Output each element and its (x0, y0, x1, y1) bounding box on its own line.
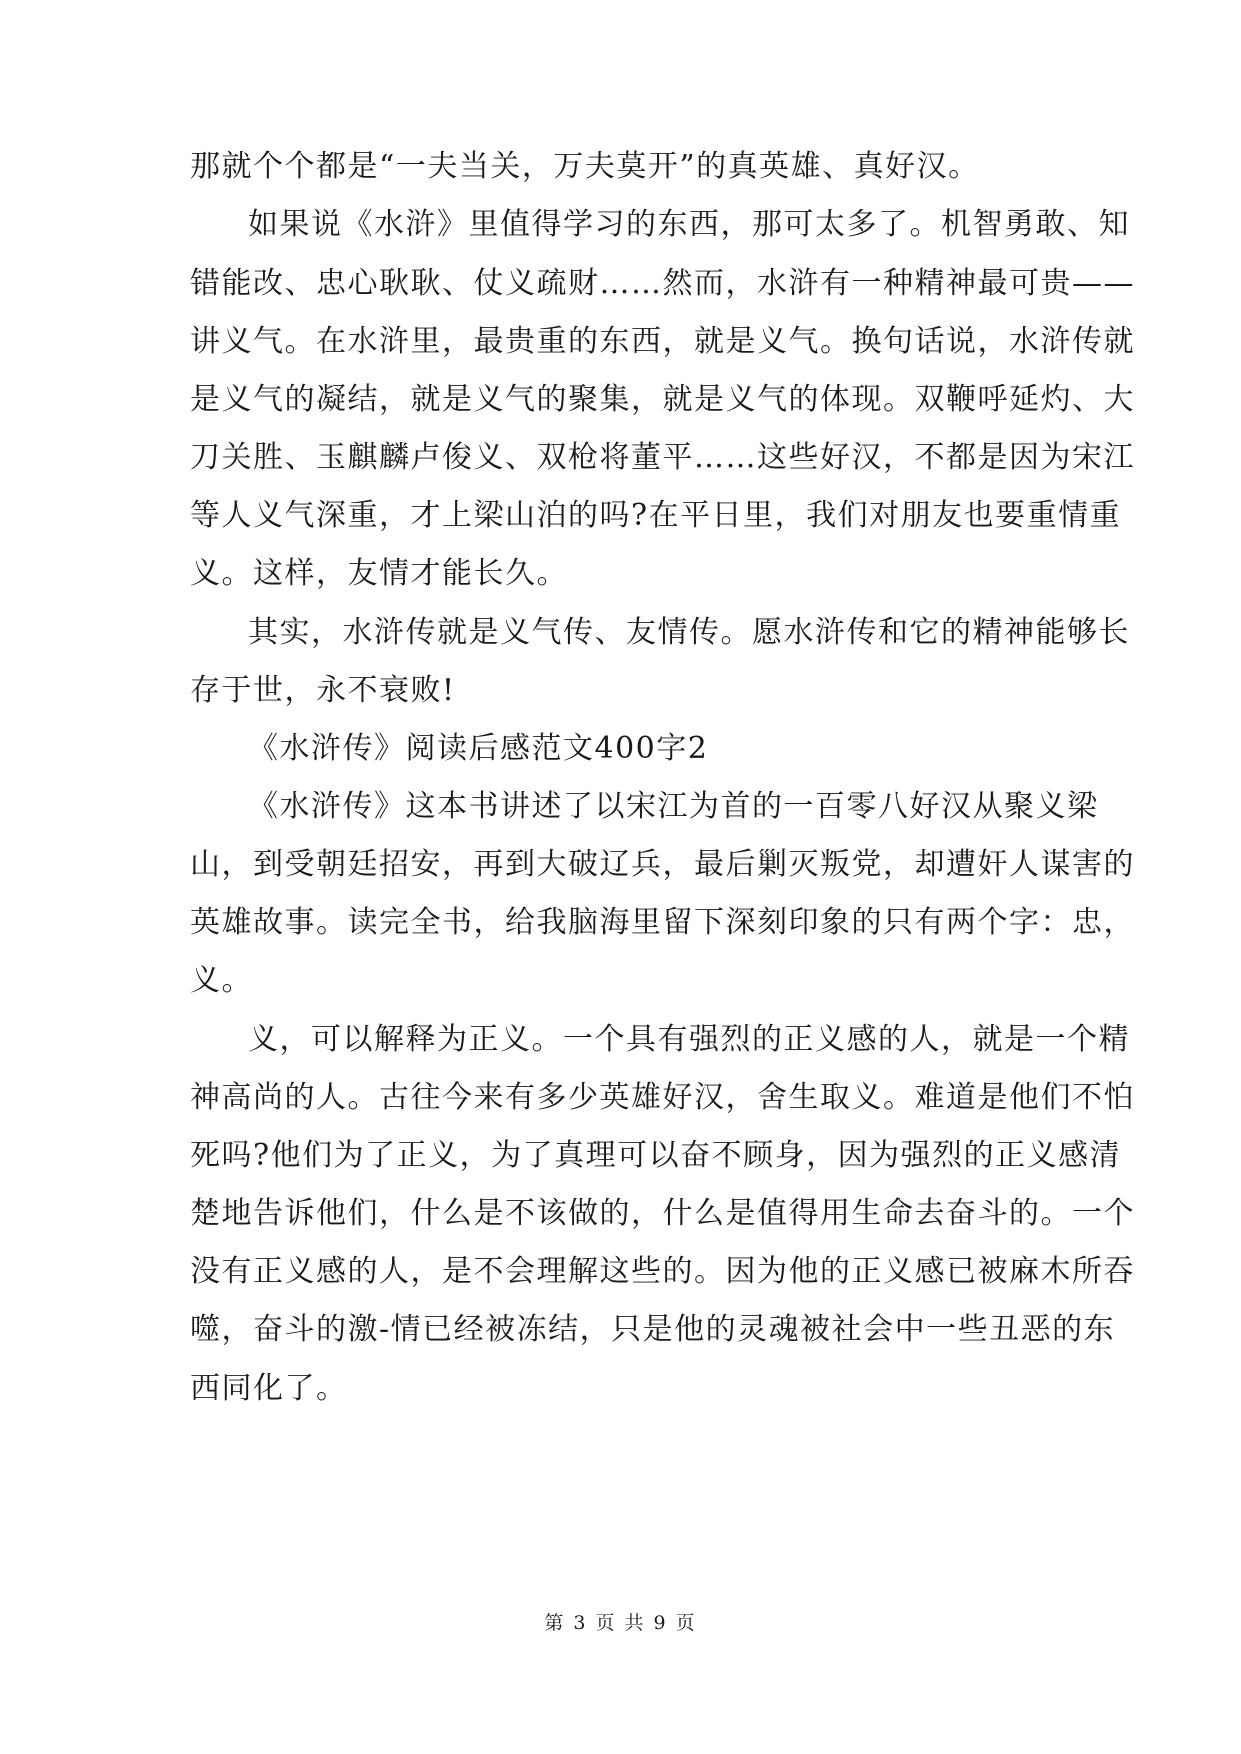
text-line: 西同化了。 (190, 1371, 348, 1406)
text-line: 刀关胜、玉麒麟卢俊义、双枪将董平……这些好汉，不都是因为宋江 (190, 440, 1135, 475)
paragraph-first-line: 义，可以解释为正义。一个具有强烈的正义感的人，就是一个精 (248, 1022, 1130, 1057)
paragraph-first-line: 《水浒传》这本书讲述了以宋江为首的一百零八好汉从聚义梁 (248, 789, 1099, 824)
text-line: 是义气的凝结，就是义气的聚集，就是义气的体现。双鞭呼延灼、大 (190, 382, 1135, 417)
text-line: 楚地告诉他们，什么是不该做的，什么是值得用生命去奋斗的。一个 (190, 1196, 1135, 1231)
text-line: 神高尚的人。古往今来有多少英雄好汉，舍生取义。难道是他们不怕 (190, 1080, 1135, 1115)
section-heading: 《水浒传》阅读后感范文400字2 (248, 731, 709, 766)
text-line: 死吗?他们为了正义，为了真理可以奋不顾身，因为强烈的正义感清 (190, 1138, 1122, 1173)
page-number-footer: 第 3 页 共 9 页 (544, 1612, 697, 1634)
text-line: 没有正义感的人，是不会理解这些的。因为他的正义感已被麻木所吞 (190, 1254, 1135, 1289)
text-line: 错能改、忠心耿耿、仗义疏财……然而，水浒有一种精神最可贵—— (190, 266, 1135, 301)
text-line: 讲义气。在水浒里，最贵重的东西，就是义气。换句话说，水浒传就 (190, 324, 1135, 359)
text-line: 等人义气深重，才上梁山泊的吗?在平日里，我们对朋友也要重情重 (190, 498, 1122, 533)
text-line: 那就个个都是“一夫当关，万夫莫开”的真英雄、真好汉。 (190, 149, 980, 184)
paragraph-first-line: 如果说《水浒》里值得学习的东西，那可太多了。机智勇敢、知 (248, 207, 1130, 242)
text-line: 英雄故事。读完全书，给我脑海里留下深刻印象的只有两个字：忠， (190, 905, 1135, 940)
paragraph-first-line: 其实，水浒传就是义气传、友情传。愿水浒传和它的精神能够长 (248, 615, 1130, 650)
text-line: 噬，奋斗的激-情已经被冻结，只是他的灵魂被社会中一些丑恶的东 (190, 1312, 1116, 1347)
text-line: 山，到受朝廷招安，再到大破辽兵，最后剿灭叛党，却遭奸人谋害的 (190, 847, 1135, 882)
text-line: 义。 (190, 963, 253, 998)
text-line: 存于世，永不衰败! (190, 673, 456, 708)
text-line: 义。这样，友情才能长久。 (190, 556, 568, 591)
